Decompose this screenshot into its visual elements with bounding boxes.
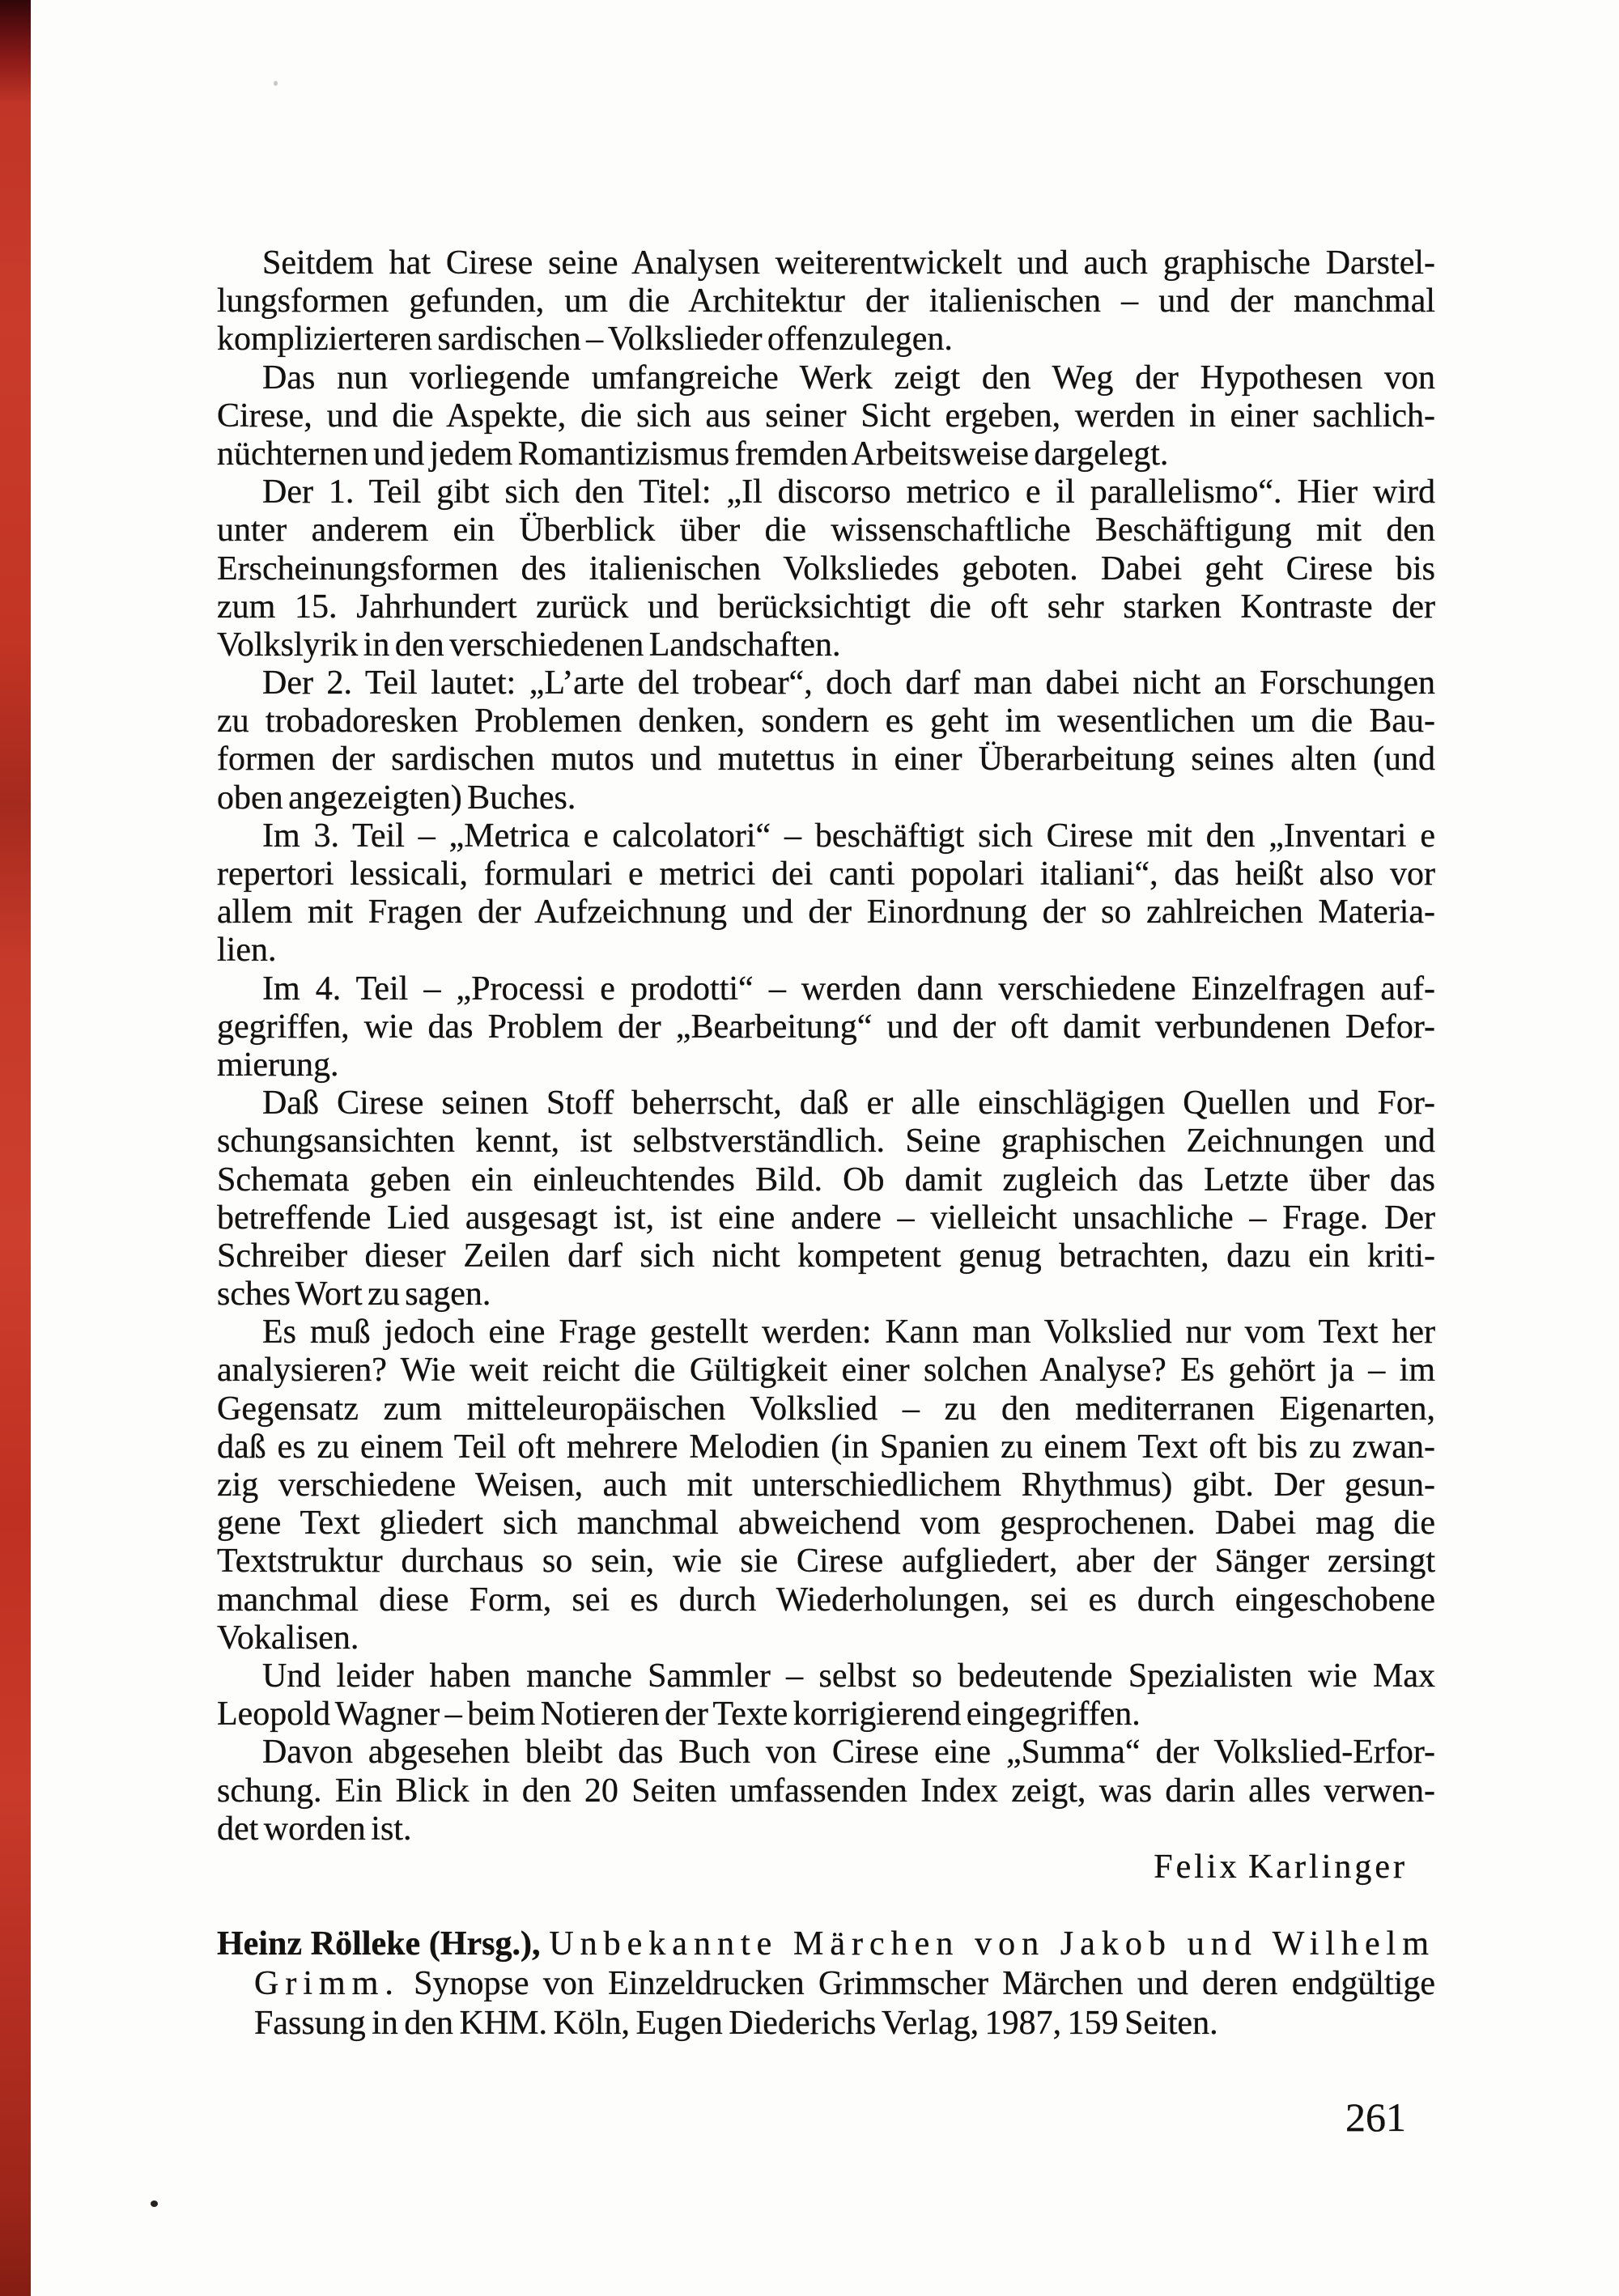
text-line: formen der sardischen mutos und mutettus in einer Überarbeitung seines alten (und	[217, 741, 1435, 779]
bibliographic-entry	[217, 1925, 1435, 2043]
scan-speck	[151, 2201, 158, 2207]
text-line: lungsformen gefunden, um die Architektur der italienischen – und der manchmal	[217, 282, 1435, 320]
text-line: Volkslyrik in den verschiedenen Landschaften.	[217, 626, 841, 664]
text-line: zum 15. Jahrhundert zurück und berücksichtigt die oft sehr starken Kontraste der	[217, 588, 1435, 626]
book-spine-edge	[0, 0, 31, 2296]
text-line: manchmal diese Form, sei es durch Wiederholungen, sei es durch eingeschobene	[217, 1581, 1435, 1619]
text-line: Schreiber dieser Zeilen darf sich nicht kompetent genug betrachten, dazu ein kriti-	[217, 1237, 1435, 1275]
text-line: Leopold Wagner – beim Notieren der Texte korrigierend eingegriffen.	[217, 1695, 1141, 1734]
biblio-line-2	[217, 1964, 1435, 2004]
text-line: Im 3. Teil – „Metrica e calcolatori“ – beschäftigt sich Cirese mit den „Inventari e	[262, 817, 1435, 855]
text-line: analysieren? Wie weit reicht die Gültigkeit einer solchen Analyse? Es gehört ja – im	[217, 1352, 1435, 1390]
text-line: Und leider haben manche Sammler – selbst so bedeutende Spezialisten wie Max	[262, 1657, 1435, 1695]
text-line: Erscheinungsformen des italienischen Volksliedes geboten. Dabei geht Cirese bis	[217, 550, 1435, 588]
text-line: Es muß jedoch eine Frage gestellt werden: Kann man Volkslied nur vom Text her	[262, 1314, 1435, 1352]
text-line: zig verschiedene Weisen, auch mit unterschiedlichem Rhythmus) gibt. Der gesun-	[217, 1466, 1435, 1504]
text-line: Seitdem hat Cirese seine Analysen weiterentwickelt und auch graphische Darstel-	[262, 244, 1435, 282]
biblio-title-part2: Grimm.	[254, 1965, 400, 2002]
page-number: 261	[1345, 2094, 1406, 2140]
text-line: Schemata geben ein einleuchtendes Bild. Ob damit zugleich das Letzte über das	[217, 1161, 1435, 1199]
text-line: schungsansichten kennt, ist selbstverständlich. Seine graphischen Zeichnungen und	[217, 1123, 1435, 1161]
biblio-line-1	[217, 1925, 1435, 1964]
text-line: det worden ist.	[217, 1810, 412, 1848]
text-line: Vokalisen.	[217, 1619, 359, 1657]
biblio-subtitle: Synopse von Einzeldrucken Grimmscher Märchen und deren endgültige	[414, 1965, 1435, 2002]
text-line: Der 1. Teil gibt sich den Titel: „Il discorso metrico e il parallelismo“. Hier wird	[262, 473, 1435, 511]
reviewer-signature: Felix Karlinger	[1154, 1848, 1408, 1886]
text-line: daß es zu einem Teil oft mehrere Melodien (in Spanien zu einem Text oft bis zu zwan-	[217, 1428, 1435, 1466]
text-line: lien.	[217, 932, 277, 970]
text-line: Davon abgesehen bleibt das Buch von Cirese eine „Summa“ der Volkslied-Erfor-	[262, 1734, 1435, 1772]
text-line: schung. Ein Blick in den 20 Seiten umfassenden Index zeigt, was darin alles verwen-	[217, 1772, 1435, 1810]
review-text-block	[217, 244, 1435, 1886]
text-line: nüchternen und jedem Romantizismus fremden Arbeitsweise dargelegt.	[217, 435, 1169, 473]
scan-speck	[274, 81, 278, 86]
text-line: repertori lessicali, formulari e metrici dei canti popolari italiani“, das heißt also vor	[217, 855, 1435, 893]
text-line: Der 2. Teil lautet: „L’arte del trobear“, doch darf man dabei nicht an Forschungen	[262, 664, 1435, 702]
text-line: Daß Cirese seinen Stoff beherrscht, daß er alle einschlägigen Quellen und For-	[262, 1084, 1435, 1123]
text-line: gegriffen, wie das Problem der „Bearbeitung“ und der oft damit verbundenen Defor-	[217, 1008, 1435, 1046]
review-lines	[217, 244, 1435, 1848]
biblio-title-part1: Unbekannte Märchen von Jakob und Wilhelm	[549, 1925, 1435, 1963]
text-line: allem mit Fragen der Aufzeichnung und der Einordnung der so zahlreichen Materia-	[217, 893, 1435, 932]
text-line: Das nun vorliegende umfangreiche Werk zeigt den Weg der Hypothesen von	[262, 359, 1435, 397]
text-line: zu trobadoresken Problemen denken, sondern es geht im wesentlichen um die Bau-	[217, 702, 1435, 741]
text-line: betreffende Lied ausgesagt ist, ist eine andere – vielleicht unsachliche – Frage. Der	[217, 1199, 1435, 1237]
text-line: Im 4. Teil – „Processi e prodotti“ – werden dann verschiedene Einzelfragen auf-	[262, 970, 1435, 1008]
text-line: Cirese, und die Aspekte, die sich aus seiner Sicht ergeben, werden in einer sachlich-	[217, 397, 1435, 435]
text-line: sches Wort zu sagen.	[217, 1275, 491, 1314]
text-line: Gegensatz zum mitteleuropäischen Volkslied – zu den mediterranen Eigenarten,	[217, 1390, 1435, 1428]
text-line: gene Text gliedert sich manchmal abweichend vom gesprochenen. Dabei mag die	[217, 1504, 1435, 1543]
text-line: komplizierteren sardischen – Volkslieder offenzulegen.	[217, 320, 953, 359]
text-line: unter anderem ein Überblick über die wissenschaftliche Beschäftigung mit den	[217, 511, 1435, 550]
text-line: oben angezeigten) Buches.	[217, 779, 576, 817]
biblio-editor-name: Heinz Rölleke (Hrsg.),	[217, 1925, 541, 1963]
text-line: mierung.	[217, 1046, 339, 1084]
text-line: Textstruktur durchaus so sein, wie sie Cirese aufgliedert, aber der Sänger zersingt	[217, 1543, 1435, 1581]
biblio-line-3: Fassung in den KHM. Köln, Eugen Diederichs Verlag, 1987, 159 Seiten.	[254, 2005, 1218, 2042]
